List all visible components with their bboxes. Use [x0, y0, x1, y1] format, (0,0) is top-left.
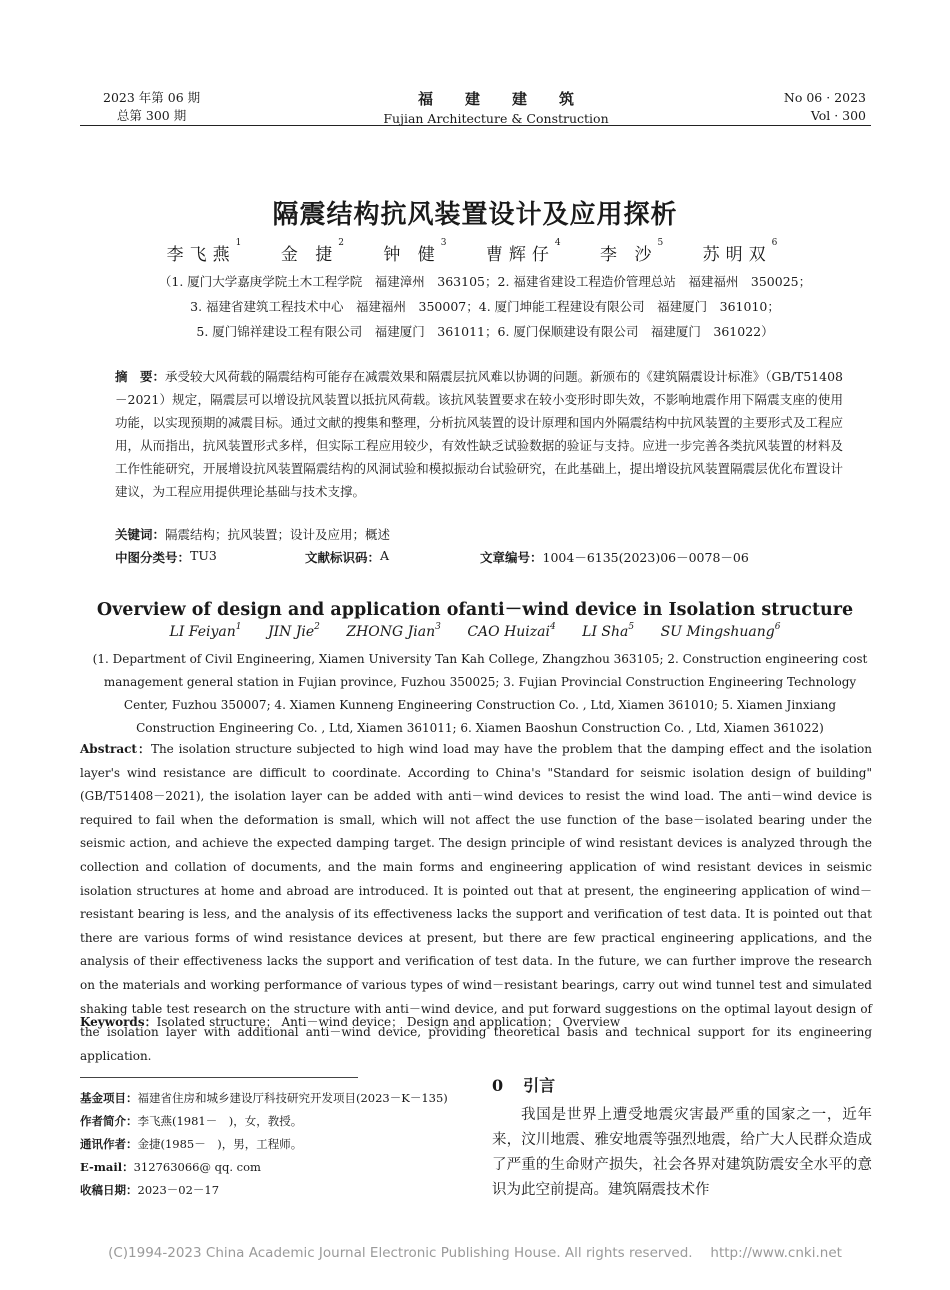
section-number: 0 [492, 1076, 504, 1095]
author-en: CAO Huizai$^4$ [467, 622, 556, 640]
footnote-email: E-mail：312763066@ qq. com [80, 1160, 261, 1174]
journal-name-en: Fujian Architecture & Construction [383, 111, 609, 126]
footnote-author-bio: 作者简介：李飞燕(1981－ )，女，教授。 [80, 1114, 303, 1128]
header-issue [103, 89, 200, 125]
author-list-en [0, 624, 950, 640]
author-zh: 曹辉仔$^4$ [485, 238, 567, 265]
author-zh: 李飞燕$^1$ [166, 238, 248, 265]
document-code: 文献标识码： A [305, 548, 390, 565]
section-title: 引言 [523, 1076, 556, 1095]
keywords-zh-text: 隔震结构；抗风装置；设计及应用；概述 [165, 527, 391, 542]
author-en: SU Mingshuang$^6$ [660, 622, 781, 640]
abstract-en-text: The isolation structure subjected to high wind load may have the problem that the damping effect and the isolation layer's wind resistance are difficult to coordinate. According to China's "Standard for seismic isolation design of building" (GB/T51408－2021), the isolation layer can be added with anti－wind devices to resist the wind load. The anti－wind device is required to fail when the deformation is small, which will not affect the use function of the base－isolated bearing under the seismic action, and achieve the expected damping target. The design principle of wind resistant devices is analyzed through the collection and collation of documents, and the main forms and engineering application of wind resistant devices in seismic isolation structures at home and abroad are introduced. It is pointed out that at present, the engineering application of wind－resistant bearing is less, and the analysis of its effectiveness lacks the support and verification of test data. It is pointed out that there are various forms of wind resistance devices at present, but there are few practical engineering applications, and the analysis of their effectiveness lacks the support and verification of test data. In the future, we can further improve the research on the materials and working performance of various types of wind－resistant bearings, carry out wind tunnel test and simulated shaking table test research on the structure with anti－wind device, and put forward suggestions on the optimal layout design of the isolation layer with additional anti－wind device, providing theoretical basis and technical support for its engineering application. [80, 742, 872, 1063]
abstract-zh-label: 摘 要： [115, 369, 166, 384]
keywords-zh [115, 525, 390, 543]
header-volume-line2: Vol · 300 [810, 108, 866, 123]
paper-title-zh: 隔震结构抗风装置设计及应用探析 [272, 200, 678, 230]
header-issue-line2: 总第 300 期 [116, 108, 187, 123]
header-issue-line1: 2023 年第 06 期 [103, 90, 201, 105]
author-list-zh [0, 240, 950, 265]
copyright-line: (C)1994-2023 China Academic Journal Electronic Publishing House. All rights reserved. http://www.cnki.net [108, 1245, 842, 1261]
affiliation-line: 3. 福建省建筑工程技术中心 福建福州 350007；4. 厦门坤能工程建设有限公司 福建厦门 361010； [190, 299, 780, 314]
footnote-rule [80, 1077, 358, 1078]
section-heading [492, 1073, 555, 1096]
abstract-en-label: Abstract： [80, 742, 151, 756]
header-volume-line1: No 06 · 2023 [783, 90, 866, 105]
abstract-zh-text: 承受较大风荷载的隔震结构可能存在减震效果和隔震层抗风难以协调的问题。新颁布的《建筑隔震设计标准》（GB/T51408－2021）规定，隔震层可以增设抗风装置以抵抗风荷载。该抗风装置要求在较小变形时即失效，不影响地震作用下隔震支座的使用功能，以实现预期的减震目标。通过文献的搜集和整理，分析抗风装置的设计原理和国内外隔震结构中抗风装置的主要形式及工程应用，从而指出，抗风装置形式多样，但实际工程应用较少，有效性缺乏试验数据的验证与支持。应进一步完善各类抗风装置的材料及工作性能研究，开展增设抗风装置隔震结构的风洞试验和模拟振动台试验研究，在此基础上，提出增设抗风装置隔震层优化布置设计建议，为工程应用提供理论基础与技术支撑。 [115, 369, 843, 499]
keywords-en-label: Keywords： [80, 1015, 157, 1029]
footnotes [80, 1087, 448, 1202]
article-number: 文章编号： 1004－6135(2023)06－0078－06 [480, 550, 749, 565]
section-body [492, 1103, 872, 1203]
affiliation-line: 5. 厦门锦祥建设工程有限公司 福建厦门 361011；6. 厦门保顺建设有限公司 福建厦门 361022） [196, 324, 774, 339]
keywords-en-text: Isolated structure； Anti－wind device； Design and application； Overview [156, 1015, 621, 1029]
header-volume [784, 89, 866, 125]
affiliations-zh [100, 269, 870, 344]
footnote-corresponding: 通讯作者：金捷(1985－ )，男，工程师。 [80, 1137, 303, 1151]
paper-title-en: Overview of design and application ofanti－wind device in Isolation structure [96, 600, 854, 620]
author-en: LI Feiyan$^1$ [169, 622, 242, 640]
header-journal [330, 88, 662, 126]
author-zh: 金 捷$^2$ [280, 238, 350, 265]
author-en: LI Sha$^5$ [582, 622, 635, 640]
abstract-zh [115, 365, 843, 503]
footnote-received: 收稿日期：2023－02－17 [80, 1183, 220, 1197]
author-zh: 苏明双$^6$ [702, 238, 784, 265]
journal-name-zh: 福建建筑 [417, 90, 606, 108]
clc-number: 中图分类号： TU3 [115, 548, 217, 565]
header-rule [80, 125, 871, 126]
author-en: JIN Jie$^2$ [267, 622, 320, 640]
author-zh: 钟 健$^3$ [383, 238, 453, 265]
keywords-zh-label: 关键词： [115, 527, 166, 542]
author-en: ZHONG Jian$^3$ [346, 622, 441, 640]
footnote-funding: 基金项目：福建省住房和城乡建设厅科技研究开发项目(2023－K－135) [80, 1091, 448, 1105]
body-paragraph: 我国是世界上遭受地震灾害最严重的国家之一，近年来，汶川地震、雅安地震等强烈地震，给广大人民群众造成了严重的生命财产损失，社会各界对建筑防震安全水平的意识为此空前提高。建筑隔震技术作 [492, 1107, 872, 1198]
affiliations-en: (1. Department of Civil Engineering, Xiamen University Tan Kah College, Zhangzhou 363105; 2. Construction engineering cost management general station in Fujian province, Fuzhou 350025; 3. Fujian Provincial Construction Engineering Technology Center, Fuzhou 350007; 4. Xiamen Kunneng Engineering Construction Co. , Ltd, Xiamen 361010; 5. Xiamen Jinxiang Construction Engineering Co. , Ltd, Xiamen 361011; 6. Xiamen Baoshun Construction Co. , Ltd, Xiamen 361022) [92, 652, 868, 735]
affiliation-line: （1. 厦门大学嘉庚学院土木工程学院 福建漳州 363105；2. 福建省建设工程造价管理总站 福建福州 350025； [158, 274, 812, 289]
keywords-en [80, 1013, 620, 1030]
author-zh: 李 沙$^5$ [600, 238, 670, 265]
